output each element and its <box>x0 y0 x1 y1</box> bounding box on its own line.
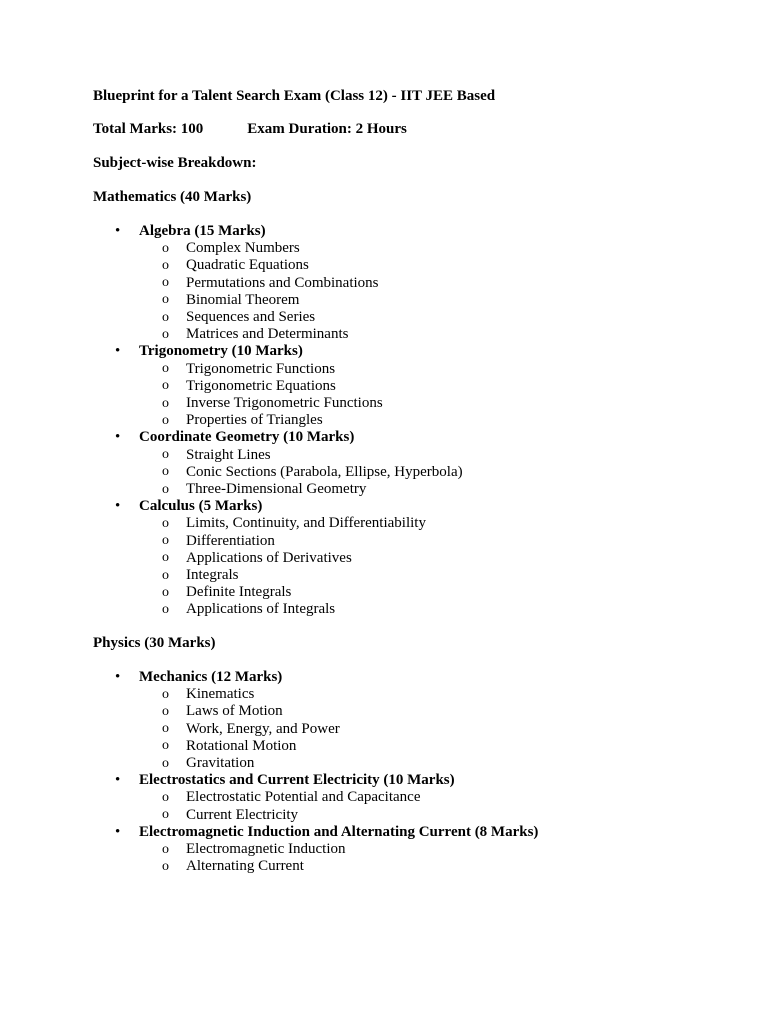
subtopic-item: Permutations and Combinations <box>186 274 379 291</box>
sub-bullet-marker: o <box>162 378 169 394</box>
subtopic-item: Applications of Integrals <box>186 601 336 618</box>
breakdown-heading: Subject-wise Breakdown: <box>93 155 257 171</box>
subtopic-item: Definite Integrals <box>186 584 292 601</box>
sub-bullet-marker: o <box>162 738 169 754</box>
sub-bullet-marker: o <box>162 601 169 617</box>
sub-bullet-marker: o <box>162 292 169 308</box>
sub-bullet-marker: o <box>162 584 169 600</box>
subtopic-item: Sequences and Series <box>186 309 316 325</box>
subject-heading: Mathematics (40 Marks) <box>93 189 252 205</box>
exam-info-line <box>93 121 407 138</box>
subtopic-item: Inverse Trigonometric Functions <box>186 395 383 411</box>
subtopic-item: Straight Lines <box>186 446 271 463</box>
document-title: Blueprint for a Talent Search Exam (Class 12) - IIT JEE Based <box>93 88 496 104</box>
sub-bullet-marker: o <box>162 240 169 256</box>
total-marks: Total Marks: 100 <box>93 121 204 137</box>
subtopic-item: Complex Numbers <box>186 240 300 257</box>
topic-heading: Mechanics (12 Marks) <box>139 669 283 685</box>
sub-bullet-marker: o <box>162 481 169 497</box>
subtopic-item: Current Electricity <box>186 806 299 823</box>
sub-bullet-marker: o <box>162 841 169 857</box>
subtopic-item: Applications of Derivatives <box>186 549 352 566</box>
exam-duration: Exam Duration: 2 Hours <box>247 121 407 137</box>
subtopic-item: Electromagnetic Induction <box>186 841 346 857</box>
topic-heading: Algebra (15 Marks) <box>139 223 266 239</box>
topic-heading: Electromagnetic Induction and Alternating Current (8 Marks) <box>139 823 539 840</box>
sub-bullet-marker: o <box>162 807 169 823</box>
sub-bullet-marker: o <box>162 447 169 463</box>
subtopic-item: Laws of Motion <box>186 703 283 720</box>
subtopic-item: Differentiation <box>186 532 275 549</box>
sub-bullet-marker: o <box>162 257 169 273</box>
bullet-marker: • <box>115 669 121 685</box>
bullet-marker: • <box>115 498 121 515</box>
sub-bullet-marker: o <box>162 275 169 291</box>
subtopic-item: Rotational Motion <box>186 737 297 754</box>
subtopic-item: Trigonometric Equations <box>186 377 336 394</box>
topic-heading: Calculus (5 Marks) <box>139 498 263 515</box>
sub-bullet-marker: o <box>162 515 169 531</box>
bullet-marker: • <box>115 429 121 446</box>
sub-bullet-marker: o <box>162 326 169 342</box>
bullet-marker: • <box>115 223 121 239</box>
subtopic-item: Gravitation <box>186 755 255 771</box>
sub-bullet-marker: o <box>162 412 169 428</box>
bullet-marker: • <box>115 343 121 360</box>
sub-bullet-marker: o <box>162 533 169 549</box>
subtopic-item: Conic Sections (Parabola, Ellipse, Hyperbola) <box>186 463 463 480</box>
topic-heading: Coordinate Geometry (10 Marks) <box>139 429 355 446</box>
sub-bullet-marker: o <box>162 361 169 377</box>
sub-bullet-marker: o <box>162 567 169 583</box>
subtopic-item: Binomial Theorem <box>186 291 300 308</box>
subtopic-item: Integrals <box>186 567 239 583</box>
sub-bullet-marker: o <box>162 789 169 805</box>
subtopic-item: Kinematics <box>186 686 255 703</box>
subtopic-item: Limits, Continuity, and Differentiability <box>186 515 426 532</box>
sub-bullet-marker: o <box>162 721 169 737</box>
sub-bullet-marker: o <box>162 755 169 771</box>
sub-bullet-marker: o <box>162 703 169 719</box>
subtopic-item: Trigonometric Functions <box>186 360 336 377</box>
sub-bullet-marker: o <box>162 858 169 874</box>
sub-bullet-marker: o <box>162 395 169 411</box>
sub-bullet-marker: o <box>162 686 169 702</box>
sub-bullet-marker: o <box>162 309 169 325</box>
bullet-marker: • <box>115 823 121 840</box>
subject-heading: Physics (30 Marks) <box>93 635 216 651</box>
topic-heading: Electrostatics and Current Electricity (10 Marks) <box>139 772 455 789</box>
subtopic-item: Properties of Triangles <box>186 412 323 429</box>
subtopic-item: Electrostatic Potential and Capacitance <box>186 789 421 806</box>
subtopic-item: Three-Dimensional Geometry <box>186 481 367 497</box>
subtopic-item: Quadratic Equations <box>186 257 309 274</box>
subtopic-item: Matrices and Determinants <box>186 326 349 343</box>
sub-bullet-marker: o <box>162 464 169 480</box>
sub-bullet-marker: o <box>162 550 169 566</box>
subtopic-item: Work, Energy, and Power <box>186 720 340 737</box>
bullet-marker: • <box>115 772 121 789</box>
subtopic-item: Alternating Current <box>186 858 304 875</box>
topic-heading: Trigonometry (10 Marks) <box>139 343 303 360</box>
